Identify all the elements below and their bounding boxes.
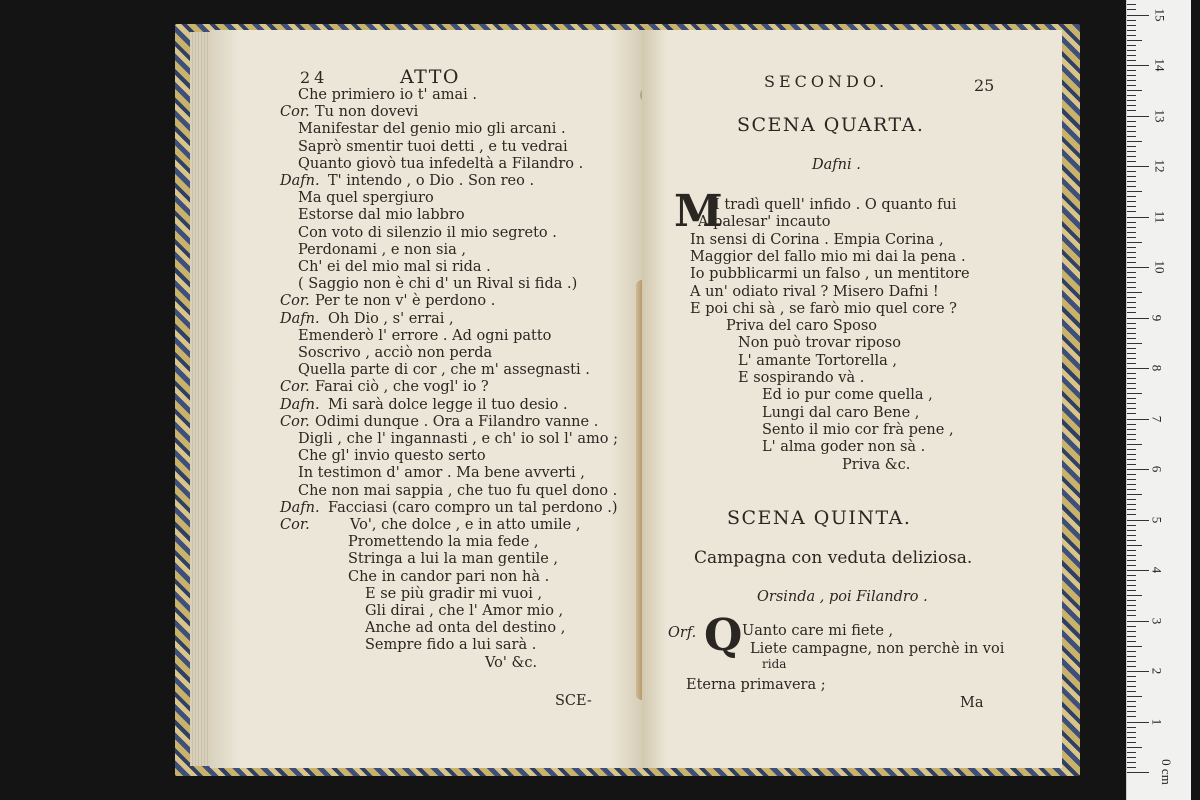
ruler-tick — [1127, 65, 1149, 66]
ruler-tick — [1127, 671, 1149, 672]
ruler-tick — [1127, 50, 1136, 51]
ruler-tick — [1127, 282, 1136, 283]
verse-line: Vo', che dolce , e in atto umile , — [350, 517, 581, 533]
ruler-tick — [1127, 227, 1136, 228]
ruler-tick — [1127, 40, 1142, 41]
verse-line: Che gl' invio questo serto — [298, 448, 486, 465]
ruler-tick — [1127, 666, 1136, 667]
ruler-tick — [1127, 605, 1136, 606]
ruler-tick — [1127, 388, 1136, 389]
verse-line: A un' odiato rival ? Misero Dafni ! — [690, 283, 939, 300]
verse-line: Perdonami , e non sia , — [298, 241, 466, 258]
ruler-tick — [1127, 520, 1149, 521]
ruler-tick — [1127, 686, 1136, 687]
ruler-label: 9 — [1149, 314, 1165, 321]
speaker-label: Cor. — [280, 517, 310, 533]
ruler-tick — [1127, 358, 1136, 359]
ruler-tick — [1127, 201, 1136, 202]
verse-line: Ch' ei del mio mal si rida . — [298, 259, 491, 275]
right-page — [642, 30, 1062, 768]
ruler-tick — [1127, 530, 1136, 531]
ruler-label: 1 — [1149, 718, 1165, 725]
ruler-tick — [1127, 641, 1136, 642]
ruler-label: 11 — [1152, 210, 1168, 223]
ruler-tick — [1127, 439, 1136, 440]
verse-line: Quanto giovò tua infedeltà a Filandro . — [298, 155, 584, 172]
ruler-label: 14 — [1152, 58, 1168, 72]
ruler-tick — [1127, 328, 1136, 329]
verse-line: Priva del caro Sposo — [726, 318, 878, 335]
speaker-label: Cor. — [280, 413, 310, 430]
verse-line: Promettendo la mia fede , — [348, 534, 539, 551]
ruler-tick — [1127, 217, 1149, 218]
ruler-tick — [1127, 585, 1136, 586]
ruler-tick — [1127, 545, 1142, 546]
ruler-tick — [1127, 136, 1136, 137]
ruler-tick — [1127, 166, 1149, 167]
ruler-tick — [1127, 353, 1136, 354]
ruler-tick — [1127, 383, 1136, 384]
ruler-tick — [1127, 464, 1136, 465]
ruler-label: 4 — [1149, 566, 1165, 574]
ruler-tick — [1127, 267, 1149, 268]
verse-line: Che non mai sappia , che tuo fu quel dono . — [298, 482, 618, 499]
ruler-tick — [1127, 580, 1136, 581]
page-number: 25 — [974, 76, 995, 95]
ruler-tick — [1127, 70, 1136, 71]
verse-line: Che in candor pari non hà . — [348, 568, 550, 585]
ruler-label: 12 — [1152, 159, 1168, 173]
verse-line: Stringa a lui la man gentile , — [348, 551, 559, 568]
ruler-tick — [1127, 116, 1149, 117]
ruler-tick — [1127, 333, 1136, 334]
ruler-tick — [1127, 676, 1136, 677]
verse-line: Eterna primavera ; — [686, 677, 826, 693]
ruler-tick — [1127, 499, 1136, 500]
verse-line: L' amante Tortorella , — [738, 352, 898, 369]
ruler-tick — [1127, 156, 1136, 157]
ruler-tick — [1127, 262, 1136, 263]
verse-line: Priva &c. — [842, 456, 911, 473]
verse-line: ( Saggio non è chi d' un Rival si fida .) — [298, 276, 578, 293]
ruler-tick — [1127, 302, 1136, 303]
ruler-tick — [1127, 752, 1136, 753]
ruler-tick — [1127, 307, 1136, 308]
ruler-tick — [1127, 696, 1142, 697]
running-head: SECONDO. — [764, 72, 889, 91]
ruler-tick — [1127, 565, 1136, 566]
ruler-tick — [1127, 767, 1136, 768]
ruler-tick — [1127, 646, 1142, 647]
verse-line: Lungi dal caro Bene , — [762, 404, 920, 421]
ruler-tick — [1127, 621, 1149, 622]
ruler-tick — [1127, 550, 1136, 551]
verse-line: Ma quel spergiuro — [298, 190, 434, 207]
ruler-tick — [1127, 626, 1136, 627]
character-names: Orsinda , poi Filandro . — [757, 589, 928, 605]
verse-line: E poi chi sà , se farò mio quel core ? — [690, 300, 957, 317]
verse-line: Io pubblicarmi un falso , un mentitore — [690, 266, 970, 283]
ruler-tick — [1127, 706, 1136, 707]
ruler-tick — [1127, 252, 1136, 253]
page-edges — [190, 32, 212, 766]
ruler-tick — [1127, 20, 1136, 21]
ruler-tick — [1127, 540, 1136, 541]
ruler-tick — [1127, 484, 1136, 485]
ruler-tick — [1127, 424, 1136, 425]
ruler-label: 0 cm — [1158, 759, 1174, 785]
verse-line: Uanto care mi fiete , — [742, 623, 894, 639]
verse-line: Per te non v' è perdono . — [315, 293, 496, 310]
ruler-tick — [1127, 161, 1136, 162]
ruler-tick — [1127, 535, 1136, 536]
ruler-label: 3 — [1149, 617, 1165, 624]
verse-line: Liete campagne, non perchè in voi — [750, 641, 1005, 657]
verse-line: Quella parte di cor , che m' assegnasti . — [298, 362, 590, 379]
ruler-tick — [1127, 237, 1136, 238]
ruler-tick — [1127, 75, 1136, 76]
ruler-label: 10 — [1152, 260, 1168, 274]
ruler-tick — [1127, 368, 1149, 369]
speaker: Orf. — [668, 625, 697, 641]
ruler-tick — [1127, 126, 1136, 127]
ruler-tick — [1127, 9, 1136, 10]
ruler-tick — [1127, 595, 1142, 596]
ruler-tick — [1127, 363, 1136, 364]
verse-line: A palesar' incauto — [698, 214, 831, 231]
ruler-tick — [1127, 762, 1136, 763]
ruler-tick — [1127, 80, 1136, 81]
ruler-tick — [1127, 196, 1136, 197]
ruler-tick — [1127, 419, 1149, 420]
ruler-tick — [1127, 474, 1136, 475]
ruler-label: 8 — [1149, 364, 1165, 372]
ruler-tick — [1127, 449, 1136, 450]
ruler-tick — [1127, 323, 1136, 324]
ruler-tick — [1127, 348, 1136, 349]
speaker-label: Dafn. — [280, 310, 320, 327]
verse-line: I tradì quell' infido . O quanto fui — [714, 197, 957, 213]
ruler-tick — [1127, 222, 1136, 223]
measuring-ruler — [1126, 0, 1191, 800]
ruler-tick — [1127, 403, 1136, 404]
ruler-tick — [1127, 575, 1136, 576]
verse-line: Oh Dio , s' errai , — [328, 310, 454, 327]
ruler-tick — [1127, 772, 1149, 773]
ruler-label: 2 — [1149, 667, 1165, 675]
ruler-tick — [1127, 4, 1136, 5]
verse-line: T' intendo , o Dio . Son reo . — [328, 173, 535, 189]
ruler-tick — [1127, 292, 1142, 293]
scene-title: SCENA QUINTA. — [727, 507, 912, 529]
ruler-tick — [1127, 504, 1136, 505]
verse-line: Emenderò l' errore . Ad ogni patto — [298, 327, 552, 344]
verse-line: Non può trovar riposo — [738, 335, 901, 352]
page-number: 24 — [300, 68, 329, 87]
speaker-label: Dafn. — [280, 173, 320, 189]
ruler-label: 5 — [1149, 516, 1165, 523]
verse-line: Che primiero io t' amai . — [298, 87, 478, 103]
ruler-tick — [1127, 15, 1149, 16]
ruler-tick — [1127, 681, 1136, 682]
verse-line: rida — [762, 657, 787, 671]
verse-line: In testimon d' amor . Ma bene avverti , — [298, 465, 585, 482]
ruler-tick — [1127, 55, 1136, 56]
ruler-tick — [1127, 100, 1136, 101]
ruler-tick — [1127, 757, 1136, 758]
verse-line: Farai ciò , che vogl' io ? — [315, 379, 489, 396]
ruler-tick — [1127, 413, 1136, 414]
verse-line: Mi sarà dolce legge il tuo desio . — [328, 396, 568, 413]
catchword: SCE- — [555, 693, 592, 709]
ruler-label: 13 — [1152, 109, 1168, 122]
verse-line: Manifestar del genio mio gli arcani . — [298, 121, 566, 138]
ruler-tick — [1127, 600, 1136, 601]
ruler-tick — [1127, 615, 1136, 616]
ruler-tick — [1127, 408, 1136, 409]
ruler-tick — [1127, 509, 1136, 510]
ruler-tick — [1127, 206, 1136, 207]
ruler-tick — [1127, 232, 1136, 233]
ruler-label: 7 — [1149, 415, 1165, 422]
verse-line: Sempre fido a lui sarà . — [365, 637, 537, 654]
ruler-tick — [1127, 398, 1136, 399]
ruler-tick — [1127, 257, 1136, 258]
ruler-tick — [1127, 373, 1136, 374]
verse-line: In sensi di Corina . Empia Corina , — [690, 231, 944, 248]
verse-line: Con voto di silenzio il mio segreto . — [298, 224, 557, 241]
ruler-tick — [1127, 610, 1136, 611]
ruler-tick — [1127, 393, 1142, 394]
verse-line: E sospirando và . — [738, 370, 865, 386]
speaker-label: Dafn. — [280, 396, 320, 413]
ruler-tick — [1127, 636, 1136, 637]
verse-line: L' alma goder non sà . — [762, 439, 926, 456]
ruler-tick — [1127, 525, 1136, 526]
ruler-tick — [1127, 181, 1136, 182]
verse-line: Soscrivo , acciò non perda — [298, 345, 493, 361]
ruler-tick — [1127, 469, 1149, 470]
ruler-tick — [1127, 121, 1136, 122]
ruler-tick — [1127, 312, 1136, 313]
ruler-tick — [1127, 338, 1136, 339]
ruler-tick — [1127, 590, 1136, 591]
verse-line: Tu non dovevi — [315, 104, 419, 121]
ruler-tick — [1127, 186, 1136, 187]
verse-line: E se più gradir mi vuoi , — [365, 585, 543, 602]
ruler-tick — [1127, 378, 1136, 379]
ruler-tick — [1127, 131, 1136, 132]
ruler-tick — [1127, 35, 1136, 36]
ruler-tick — [1127, 656, 1136, 657]
ruler-tick — [1127, 141, 1142, 142]
ruler-tick — [1127, 146, 1136, 147]
ruler-tick — [1127, 732, 1136, 733]
ruler-tick — [1127, 514, 1136, 515]
ruler-tick — [1127, 211, 1136, 212]
ruler-tick — [1127, 429, 1136, 430]
ruler-tick — [1127, 742, 1136, 743]
catchword: Ma — [960, 695, 984, 711]
verse-line: Maggior del fallo mio mi dai la pena . — [690, 248, 966, 265]
left-page — [210, 30, 642, 768]
ruler-tick — [1127, 110, 1136, 111]
ruler-tick — [1127, 651, 1136, 652]
ruler-label: 15 — [1152, 8, 1168, 21]
ruler-tick — [1127, 722, 1149, 723]
ruler-tick — [1127, 95, 1136, 96]
ruler-tick — [1127, 494, 1142, 495]
ruler-tick — [1127, 737, 1136, 738]
scene-title: SCENA QUARTA. — [737, 114, 925, 136]
ruler-tick — [1127, 661, 1136, 662]
ruler-tick — [1127, 247, 1136, 248]
ruler-tick — [1127, 489, 1136, 490]
ruler-label: 6 — [1149, 465, 1165, 473]
ruler-tick — [1127, 151, 1136, 152]
ruler-tick — [1127, 454, 1136, 455]
scene-setting: Campagna con veduta deliziosa. — [694, 548, 973, 568]
ruler-tick — [1127, 701, 1136, 702]
verse-line: Saprò smentir tuoi detti , e tu vedrai — [298, 138, 568, 155]
ruler-tick — [1127, 297, 1136, 298]
verse-line: Gli dirai , che l' Amor mio , — [365, 603, 564, 619]
ruler-tick — [1127, 727, 1136, 728]
ruler-tick — [1127, 343, 1142, 344]
ruler-tick — [1127, 434, 1136, 435]
character-name: Dafni . — [812, 157, 861, 173]
ruler-tick — [1127, 25, 1136, 26]
ruler-tick — [1127, 555, 1136, 556]
ruler-tick — [1127, 560, 1136, 561]
ruler-tick — [1127, 45, 1136, 46]
ruler-tick — [1127, 631, 1136, 632]
drop-cap: M — [674, 186, 723, 237]
verse-line: Odimi dunque . Ora a Filandro vanne . — [315, 413, 599, 430]
ruler-tick — [1127, 90, 1142, 91]
ruler-tick — [1127, 570, 1149, 571]
ruler-tick — [1127, 277, 1136, 278]
verse-line: Sento il mio cor frà pene , — [762, 421, 954, 438]
ruler-tick — [1127, 171, 1136, 172]
ruler-tick — [1127, 242, 1142, 243]
ruler-tick — [1127, 479, 1136, 480]
speaker-label: Dafn. — [280, 499, 320, 516]
speaker-label: Cor. — [280, 379, 310, 396]
verse-line: Vo' &c. — [485, 654, 538, 671]
drop-cap: Q — [704, 610, 743, 661]
verse-line: Estorse dal mio labbro — [298, 207, 465, 224]
ruler-tick — [1127, 30, 1136, 31]
ruler-tick — [1127, 711, 1136, 712]
ruler-tick — [1127, 60, 1136, 61]
ruler-tick — [1127, 716, 1136, 717]
ruler-tick — [1127, 176, 1136, 177]
speaker-label: Cor. — [280, 293, 310, 310]
ruler-tick — [1127, 318, 1149, 319]
speaker-label: Cor. — [280, 104, 310, 121]
ruler-tick — [1127, 105, 1136, 106]
ruler-tick — [1127, 272, 1136, 273]
ruler-tick — [1127, 85, 1136, 86]
ruler-tick — [1127, 459, 1136, 460]
ruler-tick — [1127, 691, 1136, 692]
running-head: ATTO — [400, 66, 460, 88]
ruler-tick — [1127, 287, 1136, 288]
verse-line: Anche ad onta del destino , — [365, 620, 566, 637]
ruler-tick — [1127, 444, 1142, 445]
verse-line: Ed io pur come quella , — [762, 387, 933, 404]
ruler-tick — [1127, 191, 1142, 192]
verse-line: Facciasi (caro compro un tal perdono .) — [328, 499, 618, 516]
verse-line: Digli , che l' ingannasti , e ch' io sol l' amo ; — [298, 431, 618, 447]
ruler-tick — [1127, 747, 1142, 748]
